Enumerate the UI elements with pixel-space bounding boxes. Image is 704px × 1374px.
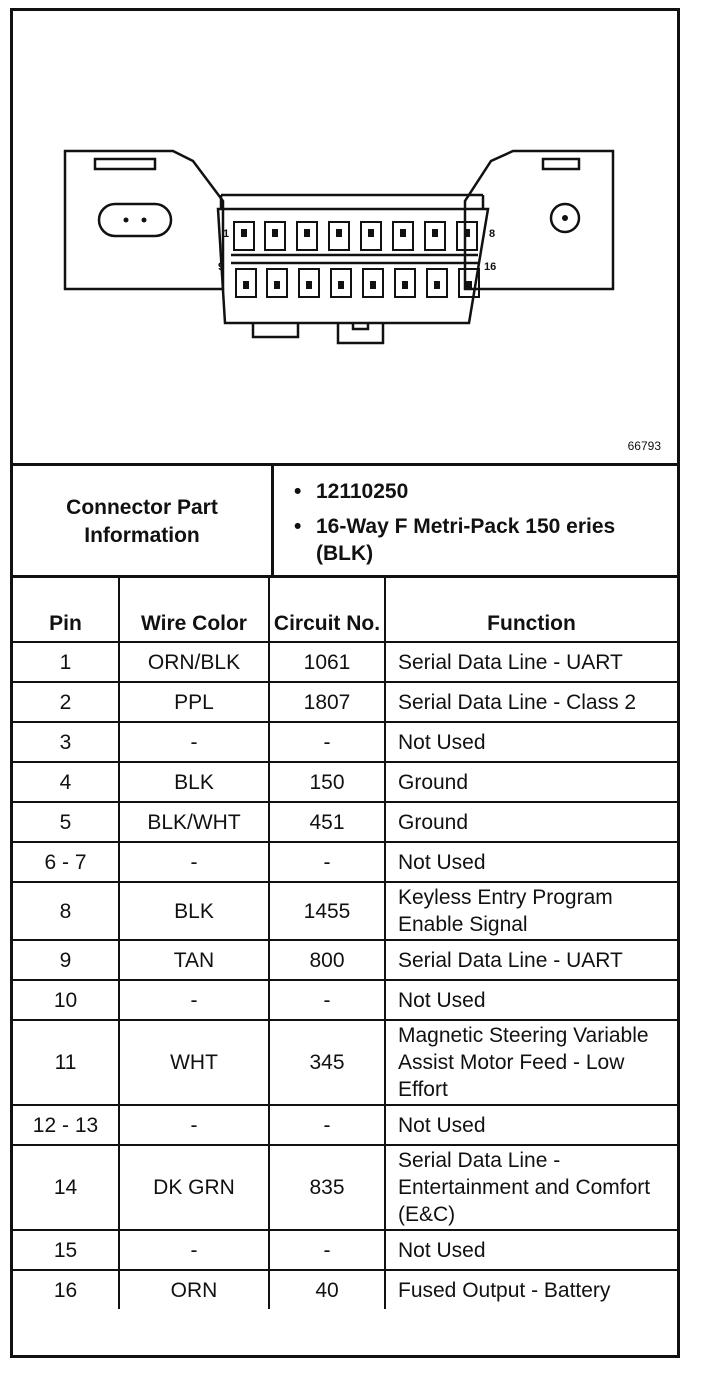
header-circuit-no: Circuit No. <box>269 577 385 643</box>
function-cell: Serial Data Line - UART <box>385 940 677 980</box>
function-cell: Keyless Entry Program Enable Signal <box>385 882 677 940</box>
circuit-cell: - <box>269 722 385 762</box>
table-row <box>13 1105 677 1145</box>
circuit-cell: - <box>269 842 385 882</box>
pin-cavities <box>234 222 479 297</box>
header-function: Function <box>385 577 677 643</box>
function-cell: Serial Data Line - Class 2 <box>385 682 677 722</box>
pin8-label: 8 <box>489 228 496 240</box>
left-ear-tab <box>95 159 155 169</box>
wire-color-cell: ORN/BLK <box>119 642 269 682</box>
pin16-label: 16 <box>484 261 497 273</box>
function-cell: Serial Data Line - UART <box>385 642 677 682</box>
pin1-label: 1 <box>223 228 230 240</box>
wire-color-cell: - <box>119 980 269 1020</box>
function-cell: Ground <box>385 762 677 802</box>
wire-color-cell: WHT <box>119 1020 269 1105</box>
function-cell: Ground <box>385 802 677 842</box>
circuit-cell: - <box>269 1105 385 1145</box>
circuit-cell: 451 <box>269 802 385 842</box>
bottom-tab-right <box>338 323 383 343</box>
table-row <box>13 802 677 842</box>
function-cell: Not Used <box>385 1105 677 1145</box>
left-ear-slot <box>99 204 171 236</box>
function-cell: Not Used <box>385 980 677 1020</box>
table-row <box>13 1230 677 1270</box>
wire-color-cell: ORN <box>119 1270 269 1309</box>
pin-cell: 11 <box>13 1020 119 1105</box>
table-row <box>13 1270 677 1309</box>
wire-color-cell: BLK/WHT <box>119 802 269 842</box>
figure-id: 66793 <box>627 439 661 453</box>
pin-cell: 6 - 7 <box>13 842 119 882</box>
circuit-cell: 345 <box>269 1020 385 1105</box>
circuit-cell: 1455 <box>269 882 385 940</box>
table-row <box>13 682 677 722</box>
circuit-cell: 40 <box>269 1270 385 1309</box>
function-cell: Magnetic Steering Variable Assist Motor Feed - Low Effort <box>385 1020 677 1105</box>
table-row <box>13 1145 677 1230</box>
pin-cell: 12 - 13 <box>13 1105 119 1145</box>
wire-color-cell: - <box>119 1105 269 1145</box>
pin-cell: 8 <box>13 882 119 940</box>
pin-cell: 10 <box>13 980 119 1020</box>
circuit-cell: - <box>269 1230 385 1270</box>
table-row <box>13 842 677 882</box>
wire-color-cell: - <box>119 842 269 882</box>
pin-cell: 4 <box>13 762 119 802</box>
part-number: • 12110250 <box>316 478 676 505</box>
pin-cell: 2 <box>13 682 119 722</box>
connector-info-label: Connector Part Information <box>13 465 273 579</box>
connector-info-table <box>13 463 677 578</box>
connector-body <box>218 209 488 323</box>
pin-cell: 16 <box>13 1270 119 1309</box>
function-cell: Not Used <box>385 842 677 882</box>
function-cell: Not Used <box>385 1230 677 1270</box>
wire-color-cell: DK GRN <box>119 1145 269 1230</box>
pin9-label: 9 <box>218 261 225 273</box>
table-row <box>13 980 677 1020</box>
circuit-cell: 800 <box>269 940 385 980</box>
document-frame <box>10 8 680 1358</box>
table-row <box>13 762 677 802</box>
pin-contacts <box>124 215 569 289</box>
connector-info-values <box>273 465 678 579</box>
wire-color-cell: TAN <box>119 940 269 980</box>
circuit-cell: 835 <box>269 1145 385 1230</box>
table-row <box>13 642 677 682</box>
circuit-cell: 1807 <box>269 682 385 722</box>
function-cell: Not Used <box>385 722 677 762</box>
circuit-cell: - <box>269 980 385 1020</box>
function-cell: Serial Data Line - Entertainment and Comfort (E&C) <box>385 1145 677 1230</box>
pin-cell: 9 <box>13 940 119 980</box>
pin-cell: 3 <box>13 722 119 762</box>
header-wire-color: Wire Color <box>119 577 269 643</box>
pin-cell: 15 <box>13 1230 119 1270</box>
wire-color-cell: - <box>119 1230 269 1270</box>
wire-color-cell: - <box>119 722 269 762</box>
circuit-cell: 150 <box>269 762 385 802</box>
header-pin: Pin <box>13 577 119 643</box>
table-row <box>13 940 677 980</box>
table-row <box>13 882 677 940</box>
pin-cell: 14 <box>13 1145 119 1230</box>
wire-color-cell: BLK <box>119 762 269 802</box>
connector-diagram <box>13 11 677 463</box>
circuit-cell: 1061 <box>269 642 385 682</box>
pin-cell: 1 <box>13 642 119 682</box>
table-row <box>13 722 677 762</box>
wire-color-cell: PPL <box>119 682 269 722</box>
wire-color-cell: BLK <box>119 882 269 940</box>
connector-description: • 16-Way F Metri-Pack 150 eries (BLK) <box>316 513 676 567</box>
right-ear-tab <box>543 159 579 169</box>
pin-cell: 5 <box>13 802 119 842</box>
bottom-tab-left <box>253 323 298 337</box>
obd-connector-drawing <box>13 11 677 463</box>
function-cell: Fused Output - Battery <box>385 1270 677 1309</box>
table-row <box>13 1020 677 1105</box>
pin-table <box>13 575 677 1309</box>
